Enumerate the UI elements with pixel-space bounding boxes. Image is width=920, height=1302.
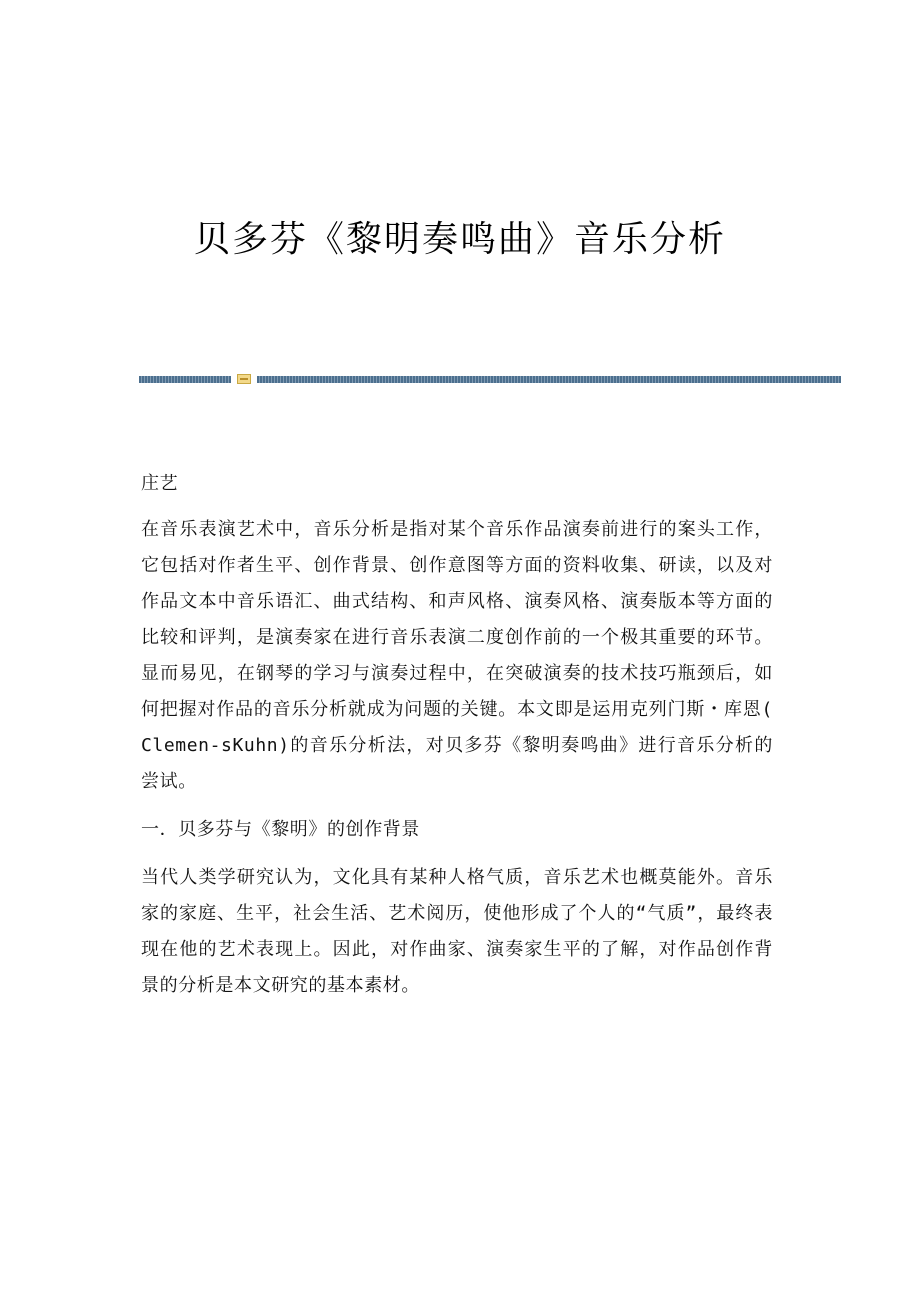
paragraph-intro: 在音乐表演艺术中，音乐分析是指对某个音乐作品演奏前进行的案头工作，它包括对作者生平、创作背景、创作意图等方面的资料收集、研读，以及对作品文本中音乐语汇、曲式结构、和声风格、演奏风格、演奏版本等方面的比较和评判，是演奏家在进行音乐表演二度创作前的一个极其重要的环节。显而易见，在钢琴的学习与演奏过程中，在突破演奏的技术技巧瓶颈后，如何把握对作品的音乐分析就成为问题的关键。本文即是运用克列门斯・库恩( Clemen-sKuhn)的音乐分析法，对贝多芬《黎明奏鸣曲》进行音乐分析的尝试。 xyxy=(141,519,773,792)
divider-bar-left xyxy=(139,376,231,383)
title-divider xyxy=(139,374,841,384)
section-heading: 一．贝多芬与《黎明》的创作背景 xyxy=(141,819,420,840)
paragraph-background: 当代人类学研究认为，文化具有某种人格气质，音乐艺术也概莫能外。音乐家的家庭、生平，社会生活、艺术阅历，使他形成了个人的“气质”，最终表现在他的艺术表现上。因此，对作曲家、演奏家生平的了解，对作品创作背景的分析是本文研究的基本素材。 xyxy=(141,867,773,996)
divider-bar-right xyxy=(257,376,841,383)
document-body xyxy=(141,466,773,1016)
document-title: 贝多芬《黎明奏鸣曲》音乐分析 xyxy=(193,219,726,260)
divider-ornament-icon xyxy=(237,374,251,384)
author-name: 庄艺 xyxy=(141,473,179,494)
